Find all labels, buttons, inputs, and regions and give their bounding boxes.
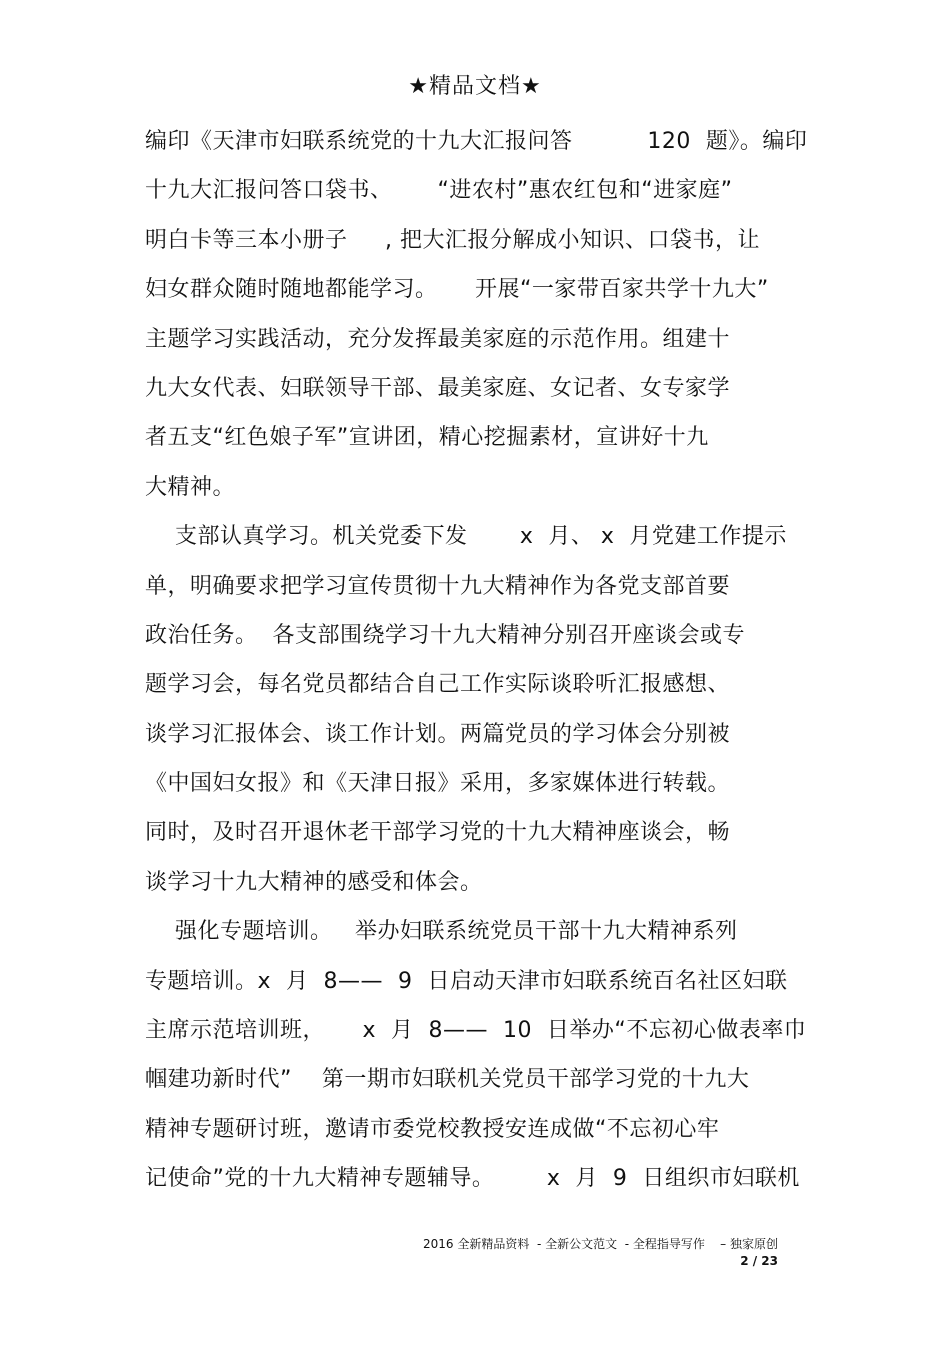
page-number: 2 / 23: [740, 1254, 778, 1268]
text-line: 题学习会，每名党员都结合自己工作实际谈聆听汇报感想、: [145, 672, 731, 698]
text-line: 支部认真学习。机关党委下发 x 月、 x 月党建工作提示: [145, 524, 787, 550]
footer-text: 2016 全新精品资料 - 全新公文范文 - 全程指导写作 – 独家原创: [423, 1237, 778, 1251]
text-line: 单，明确要求把学习宣传贯彻十九大精神作为各党支部首要: [145, 573, 731, 599]
text-line: 精神专题研讨班，邀请市委党校教授安连成做“不忘初心牢: [145, 1116, 720, 1142]
text-line: 主席示范培训班， x 月 8—— 10 日举办“不忘初心做表率巾: [145, 1018, 807, 1044]
document-header: ★精品文档★: [408, 74, 542, 99]
text-line: 大精神。: [145, 474, 236, 500]
document-body: [145, 122, 808, 1209]
text-line: 强化专题培训。 举办妇联系统党员干部十九大精神系列: [145, 919, 738, 945]
text-line: 《中国妇女报》和《天津日报》采用，多家媒体进行转载。: [145, 771, 731, 797]
text-line: 同时，及时召开退休老干部学习党的十九大精神座谈会，畅: [145, 820, 731, 846]
text-line: 政治任务。 各支部围绕学习十九大精神分别召开座谈会或专: [145, 622, 745, 648]
text-line: 主题学习实践活动，充分发挥最美家庭的示范作用。组建十: [145, 326, 731, 352]
text-line: 明白卡等三本小册子 , 把大汇报分解成小知识、口袋书，让: [145, 227, 760, 253]
text-line: 者五支“红色娘子军”宣讲团，精心挖掘素材，宣讲好十九: [145, 425, 709, 451]
text-line: 九大女代表、妇联领导干部、最美家庭、女记者、女专家学: [145, 375, 731, 401]
text-line: 十九大汇报问答口袋书、 “进农村”惠农红包和“进家庭”: [145, 178, 733, 204]
text-line: 谈学习汇报体会、谈工作计划。两篇党员的学习体会分别被: [145, 721, 731, 747]
text-line: 专题培训。x 月 8—— 9 日启动天津市妇联系统百名社区妇联: [145, 968, 788, 994]
text-line: 妇女群众随时随地都能学习。 开展“一家带百家共学十九大”: [145, 277, 769, 303]
text-line: 谈学习十九大精神的感受和体会。: [145, 869, 483, 895]
text-line: 记使命”党的十九大精神专题辅导。 x 月 9 日组织市妇联机: [145, 1166, 800, 1192]
text-line: 帼建功新时代” 第一期市妇联机关党员干部学习党的十九大: [145, 1067, 750, 1093]
text-line: 编印《天津市妇联系统党的十九大汇报问答 120 题》。编印: [145, 129, 808, 154]
